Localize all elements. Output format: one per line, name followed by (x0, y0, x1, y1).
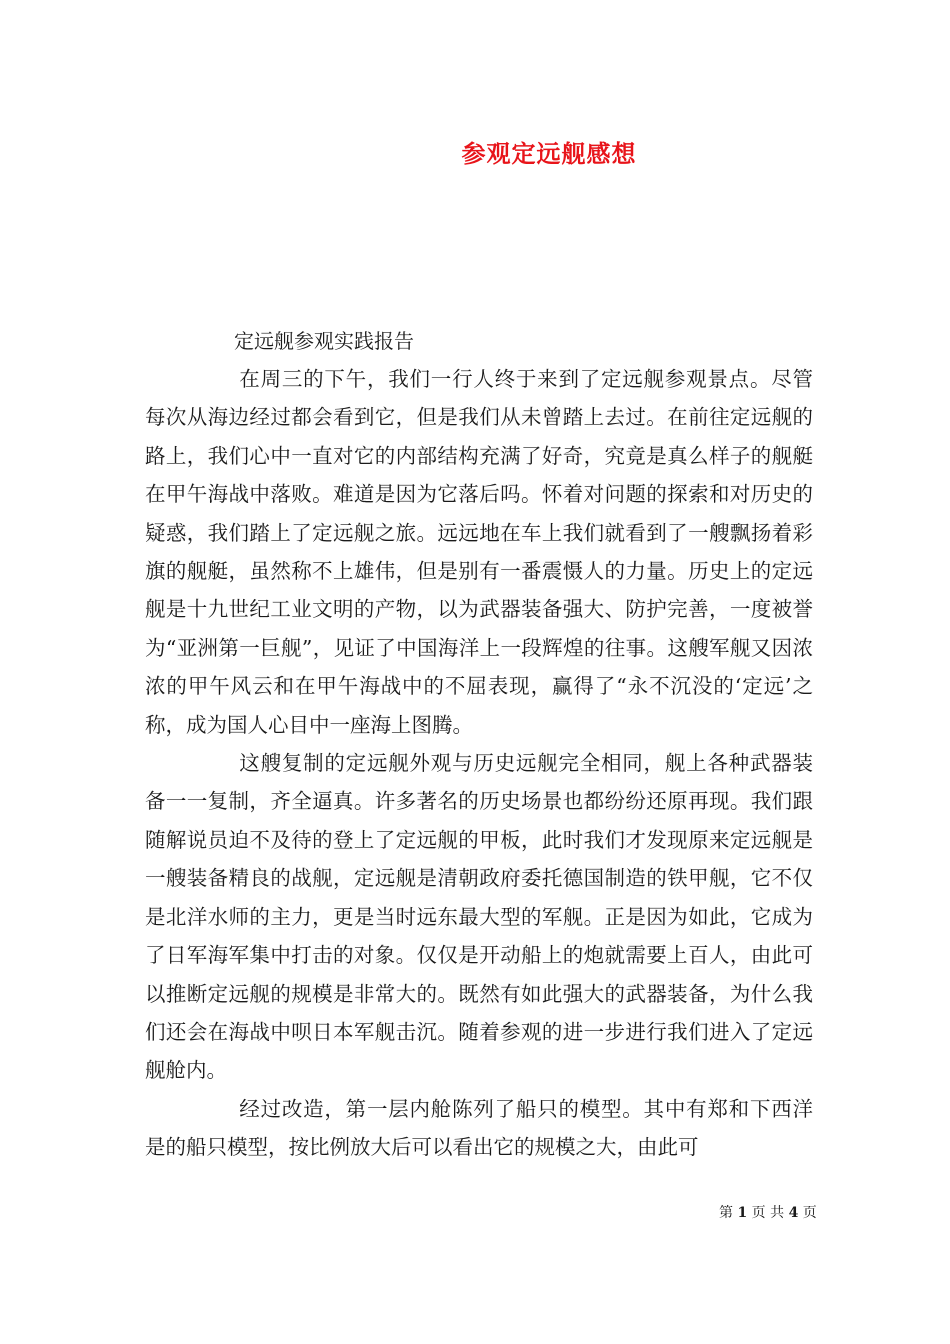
page-title: 参观定远舰感想 (461, 140, 637, 168)
current-page-number: 1 (737, 1205, 748, 1221)
paragraph-3: 经过改造，第一层内舱陈列了船只的模型。其中有郑和下西洋是的船只模型，按比例放大后可以看出它的规模之大，由此可 (145, 1096, 813, 1160)
page-footer (719, 1204, 817, 1222)
footer-prefix: 第 (719, 1205, 733, 1221)
body-text (145, 360, 813, 1167)
total-page-number: 4 (788, 1205, 799, 1221)
paragraph-2: 这艘复制的定远舰外观与历史远舰完全相同，舰上各种武器装备一一复制，齐全逼真。许多著名的历史场景也都纷纷还原再现。我们跟随解说员迫不及待的登上了定远舰的甲板，此时我们才发现原来定远舰是一艘装备精良的战舰，定远舰是清朝政府委托德国制造的铁甲舰，它不仅是北洋水师的主力，更是当时远东最大型的军舰。正是因为如此，它成为了日军海军集中打击的对象。仅仅是开动船上的炮就需要上百人，由此可以推断定远舰的规模是非常大的。既然有如此强大的武器装备，为什么我们还会在海战中呗日本军舰击沉。随着参观的进一步进行我们进入了定远舰舱内。 (145, 751, 813, 1083)
report-subtitle: 定远舰参观实践报告 (234, 329, 414, 353)
paragraph-1: 在周三的下午，我们一行人终于来到了定远舰参观景点。尽管每次从海边经过都会看到它，但是我们从未曾踏上去过。在前往定远舰的路上，我们心中一直对它的内部结构充满了好奇，究竟是真么样子的舰艇在甲午海战中落败。难道是因为它落后吗。怀着对问题的探索和对历史的疑惑，我们踏上了定远舰之旅。远远地在车上我们就看到了一艘飘扬着彩旗的舰艇，虽然称不上雄伟，但是别有一番震慑人的力量。历史上的定远舰是十九世纪工业文明的产物，以为武器装备强大、防护完善，一度被誉为“亚洲第一巨舰”，见证了中国海洋上一段辉煌的往事。这艘军舰又因浓浓的甲午风云和在甲午海战中的不屈表现，赢得了“永不沉没的‘定远’之称，成为国人心目中一座海上图腾。 (145, 367, 813, 737)
footer-middle: 页 共 (751, 1205, 785, 1221)
footer-suffix: 页 (802, 1205, 817, 1221)
